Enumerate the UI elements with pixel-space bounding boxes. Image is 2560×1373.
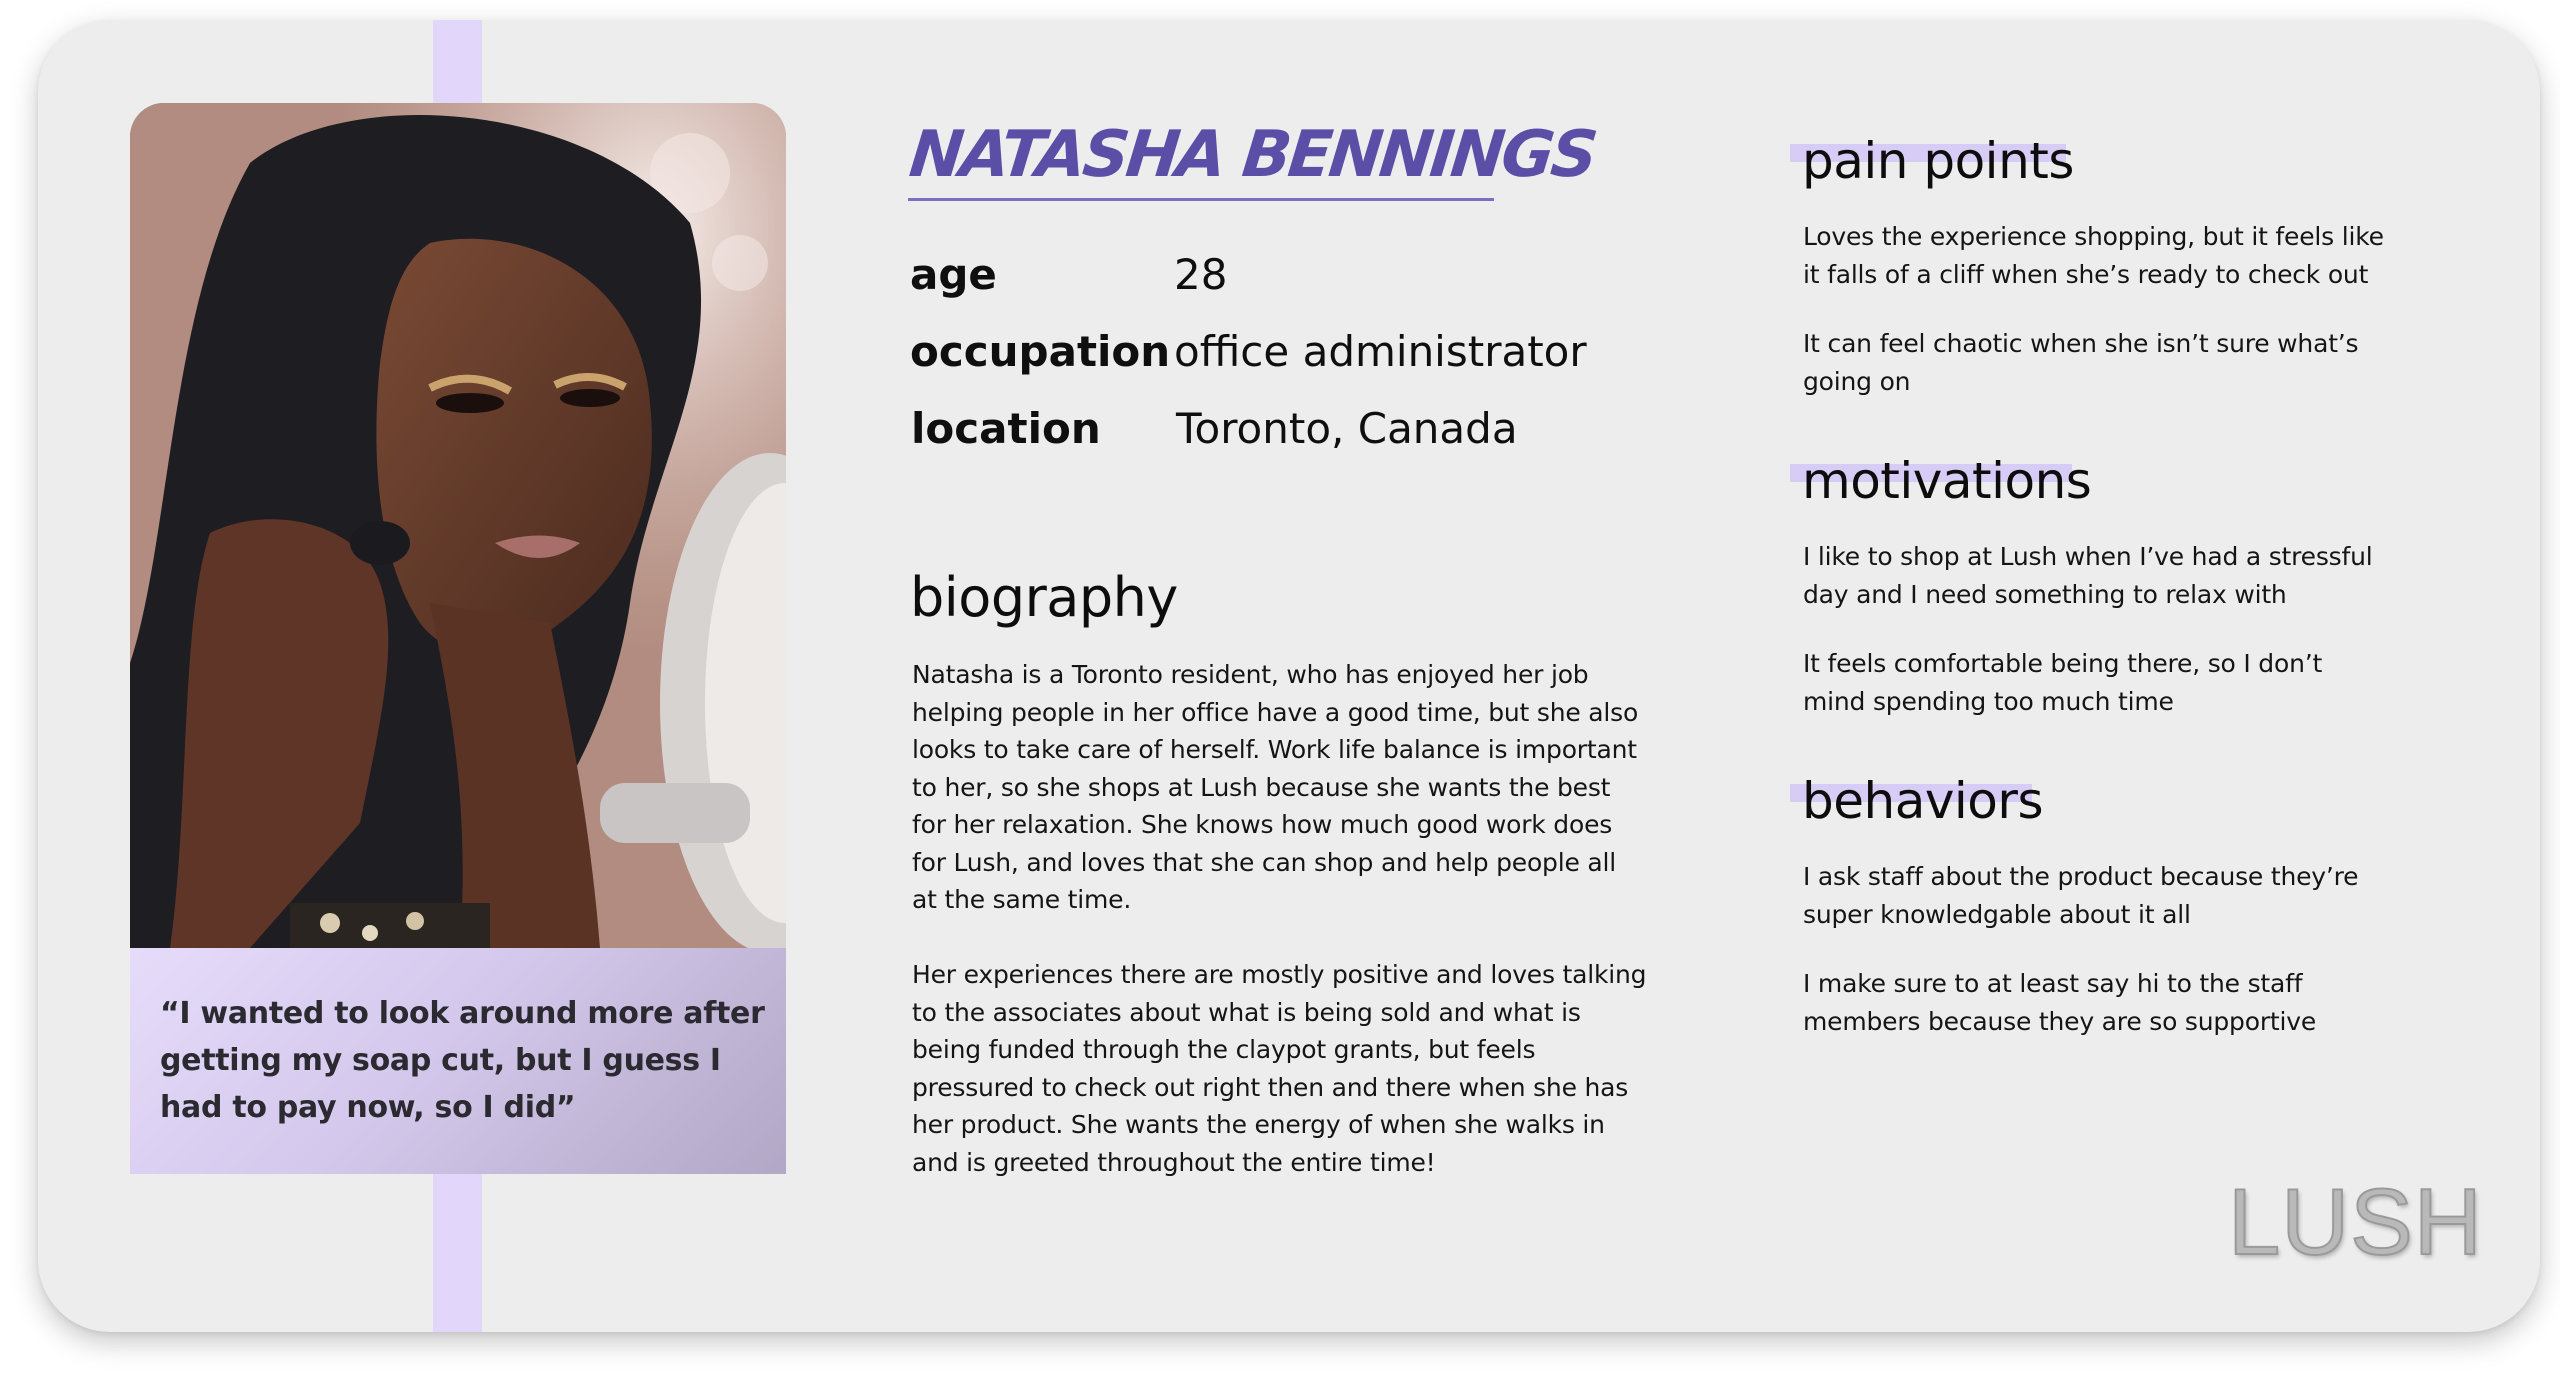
text-line: Natasha is a Toronto resident, who has enjoyed her job [912,660,1589,689]
text-line: and is greeted throughout the entire time! [912,1147,1436,1177]
text-line: helping people in her office have a good time, but she also [912,697,1639,727]
text-line: it falls of a cliff when she’s ready to check out [1803,259,2369,289]
text-line: to her, so she shops at Lush because she wants the best [912,772,1611,802]
text-line: Loves the experience shopping, but it feels like [1803,222,2384,251]
pain-point-2 [1803,325,2503,400]
age-value: 28 [1174,250,1228,299]
behavior-1 [1803,858,2503,933]
location-value: Toronto, Canada [1176,404,1518,453]
text-line: her product. She wants the energy of when she walks in [912,1110,1605,1139]
woman-portrait-photo [130,103,786,948]
age-label: age [910,250,997,299]
name-underline [908,198,1494,201]
behavior-2 [1803,965,2503,1040]
behaviors-title: behaviors [1802,772,2044,830]
text-line: for Lush, and loves that she can shop and help people all [912,847,1617,877]
pain-point-1 [1803,218,2503,293]
text-line: I like to shop at Lush when I’ve had a stressful [1803,542,2373,571]
motivations-title: motivations [1802,452,2092,510]
text-line: It can feel chaotic when she isn’t sure what’s [1803,329,2359,358]
text-line: mind spending too much time [1803,686,2174,716]
text-line: pressured to check out right then and there when she has [912,1072,1629,1102]
pain-points-title: pain points [1802,132,2074,190]
persona-photo [130,103,786,948]
persona-quote: “I wanted to look around more after getting my soap cut, but I guess I had to pay now, so I did” [160,996,765,1125]
text-line: It feels comfortable being there, so I don’t [1803,649,2323,678]
text-line: I make sure to at least say hi to the staff [1803,969,2303,998]
text-line: members because they are so supportive [1803,1006,2317,1036]
text-line: Her experiences there are mostly positive and loves talking [912,960,1647,989]
text-line: day and I need something to relax with [1803,579,2287,609]
location-label: location [911,404,1101,453]
occupation-value: office administrator [1174,327,1587,376]
text-line: to the associates about what is being sold and what is [912,997,1581,1027]
motivation-2 [1803,645,2503,720]
text-line: looks to take care of herself. Work life balance is important [912,735,1637,764]
text-line: for her relaxation. She knows how much good work does [912,810,1613,839]
biography-paragraph-2 [912,956,1672,1181]
persona-name: NATASHA BENNINGS [906,118,1599,192]
biography-paragraph-1 [912,656,1672,919]
occupation-label: occupation [910,327,1171,376]
text-line: super knowledgable about it all [1803,899,2191,929]
text-line: being funded through the claypot grants, but feels [912,1035,1536,1064]
text-line: going on [1803,366,1911,396]
motivation-1 [1803,538,2503,613]
text-line: at the same time. [912,885,1132,914]
persona-card [38,20,2540,1332]
persona-photo-frame [130,103,786,1174]
biography-title: biography [910,566,1178,629]
text-line: I ask staff about the product because they’re [1803,862,2359,891]
lush-logo: LUSH [2228,1169,2483,1274]
quote-box [130,948,786,1174]
